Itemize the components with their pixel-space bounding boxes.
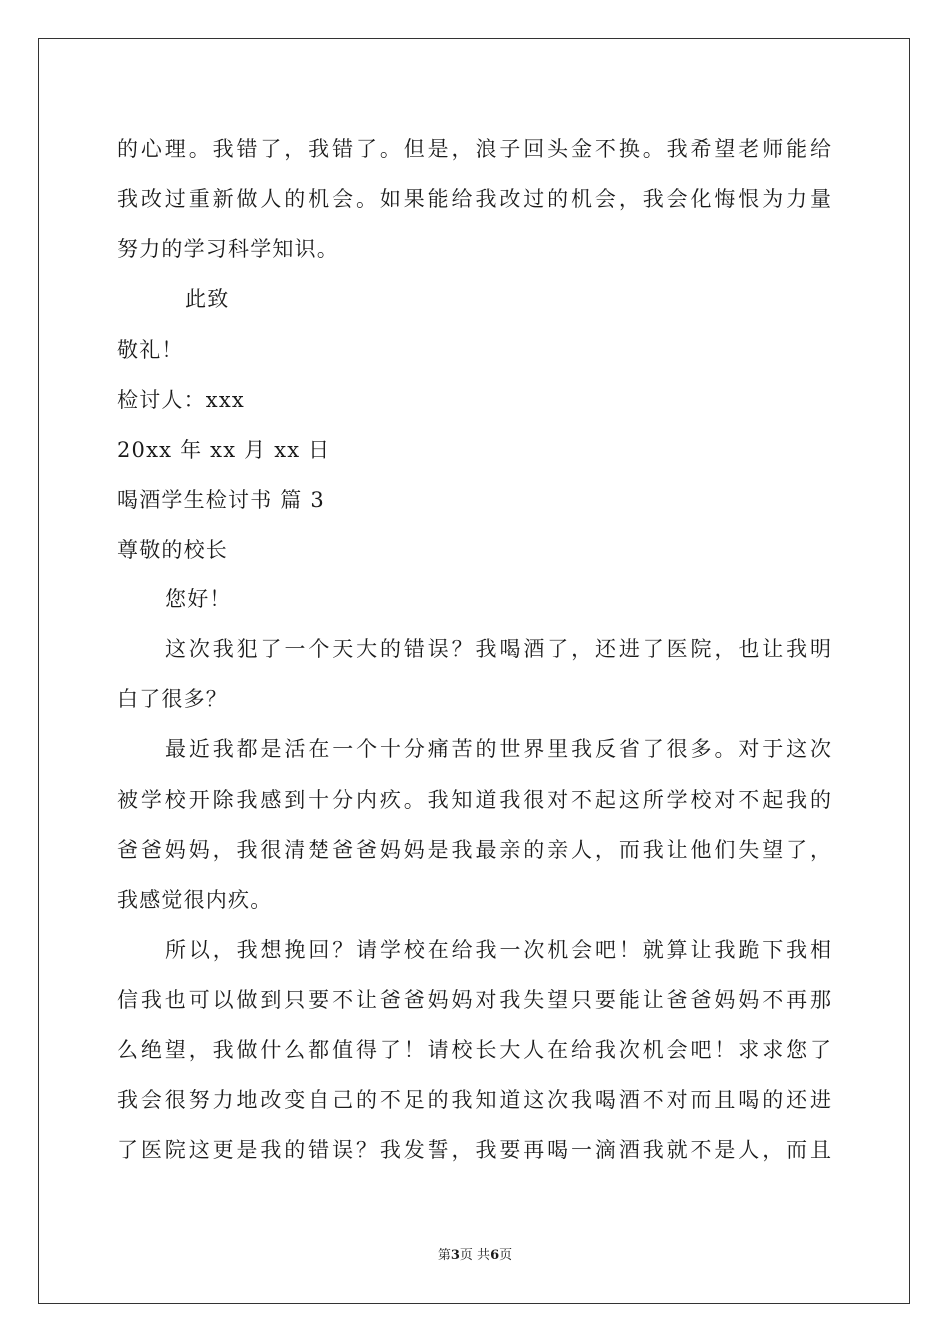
footer-current-page: 3 [450, 1248, 460, 1263]
footer-suffix: 页 [499, 1248, 513, 1263]
recipient-line: 尊敬的校长 [117, 538, 228, 562]
greeting-line: 您好！ [165, 587, 232, 611]
footer-mid: 页 共 [459, 1248, 491, 1263]
section-title: 喝酒学生检讨书 篇 3 [117, 488, 325, 512]
body-line: 我会很努力地改变自己的不足的我知道这次我喝酒不对而且喝的还进 [117, 1088, 831, 1112]
body-line: 的心理。我错了，我错了。但是，浪子回头金不换。我希望老师能给 [117, 137, 831, 161]
signer-line: 检讨人：xxx [117, 388, 245, 412]
page-border [38, 38, 910, 1304]
page-footer [0, 1247, 950, 1265]
closing-salutation: 此致 [185, 287, 230, 311]
body-line: 了医院这更是我的错误？我发誓，我要再喝一滴酒我就不是人，而且 [117, 1138, 831, 1162]
date-line: 20xx 年 xx 月 xx 日 [117, 438, 331, 462]
body-line: 被学校开除我感到十分内疚。我知道我很对不起这所学校对不起我的 [117, 788, 831, 812]
body-line: 这次我犯了一个天大的错误？我喝酒了，还进了医院，也让我明 [165, 637, 831, 661]
footer-prefix: 第 [437, 1248, 451, 1263]
body-line: 么绝望，我做什么都值得了！请校长大人在给我次机会吧！求求您了 [117, 1038, 831, 1062]
body-line: 信我也可以做到只要不让爸爸妈妈对我失望只要能让爸爸妈妈不再那 [117, 988, 831, 1012]
body-line: 爸爸妈妈，我很清楚爸爸妈妈是我最亲的亲人，而我让他们失望了， [117, 838, 831, 862]
closing-regards: 敬礼！ [117, 338, 184, 362]
footer-total-pages: 6 [490, 1248, 500, 1263]
body-line: 我感觉很内疚。 [117, 888, 273, 912]
body-line: 努力的学习科学知识。 [117, 237, 339, 261]
body-line: 最近我都是活在一个十分痛苦的世界里我反省了很多。对于这次 [165, 737, 831, 761]
body-line: 我改过重新做人的机会。如果能给我改过的机会，我会化悔恨为力量 [117, 187, 831, 211]
body-line: 白了很多？ [117, 687, 228, 711]
body-line: 所以，我想挽回？请学校在给我一次机会吧！就算让我跪下我相 [165, 938, 831, 962]
